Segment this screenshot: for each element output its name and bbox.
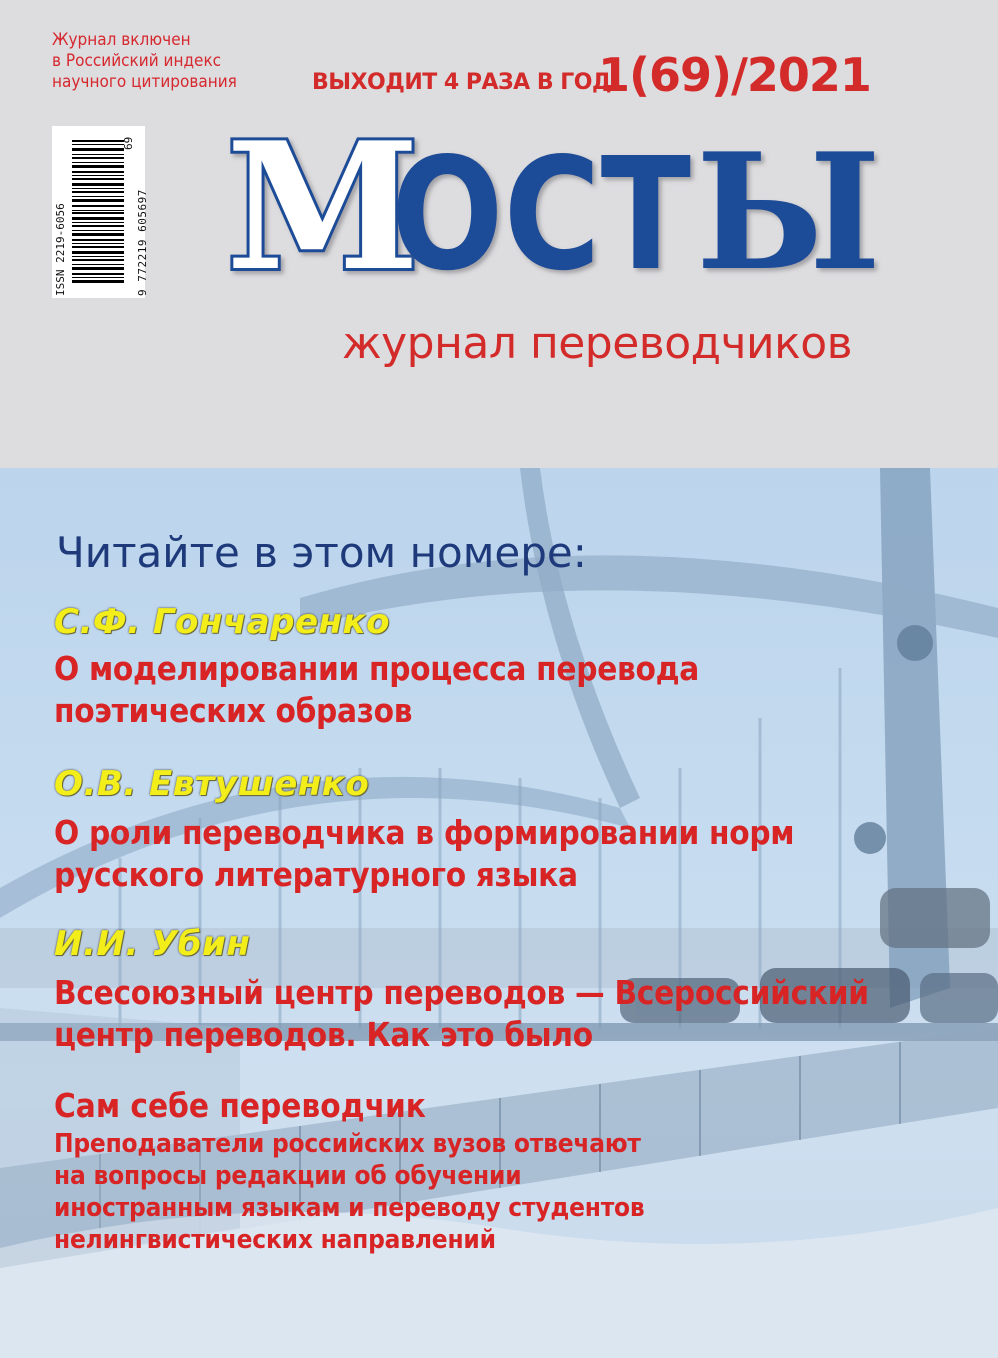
- magazine-logo: [226, 118, 886, 288]
- issn-label: ISSN 2219-6056: [54, 203, 67, 296]
- article-title-line: поэтических образов: [54, 691, 413, 730]
- section-title: Сам себе переводчик: [54, 1086, 426, 1125]
- article-title-line: русского литературного языка: [54, 855, 578, 894]
- rinc-note: [52, 30, 237, 93]
- section-description: [54, 1128, 645, 1256]
- article-title-line: О моделировании процесса перевода: [54, 649, 700, 688]
- publication-frequency: ВЫХОДИТ 4 РАЗА В ГОД: [312, 70, 612, 95]
- section-description-line: нелингвистических направлений: [54, 1225, 496, 1255]
- rinc-note-line: в Российский индекс: [52, 51, 222, 71]
- article-title-line: центр переводов. Как это было: [54, 1015, 593, 1054]
- article-author: О.В. Евтушенко: [54, 764, 370, 804]
- article-title-line: О роли переводчика в формировании норм: [54, 813, 795, 852]
- barcode-suffix: 69: [122, 136, 135, 150]
- article-title-line: Всесоюзный центр переводов — Всероссийский: [54, 973, 869, 1012]
- rinc-note-line: научного цитирования: [52, 72, 237, 92]
- section-description-line: иностранным языкам и переводу студентов: [54, 1193, 645, 1223]
- contents-heading: Читайте в этом номере:: [56, 528, 587, 577]
- section-description-line: Преподаватели российских вузов отвечают: [54, 1129, 641, 1159]
- article-title: [54, 972, 869, 1056]
- barcode: [52, 126, 149, 298]
- rinc-note-line: Журнал включен: [52, 30, 191, 50]
- article-author: И.И. Убин: [54, 924, 251, 964]
- issue-number: 1(69)/2021: [598, 48, 871, 102]
- logo-letters-ost: ОСТ: [391, 124, 691, 288]
- article-author: С.Ф. Гончаренко: [54, 602, 390, 642]
- logo-letter-m: М: [226, 118, 420, 288]
- article-title: [54, 812, 794, 896]
- logo-letter-y: Ы: [696, 118, 881, 288]
- section-description-line: на вопросы редакции об обучении: [54, 1161, 522, 1191]
- magazine-subtitle: журнал переводчиков: [342, 318, 853, 369]
- article-title: [54, 648, 699, 732]
- barcode-number: 9 772219 605697: [136, 189, 149, 296]
